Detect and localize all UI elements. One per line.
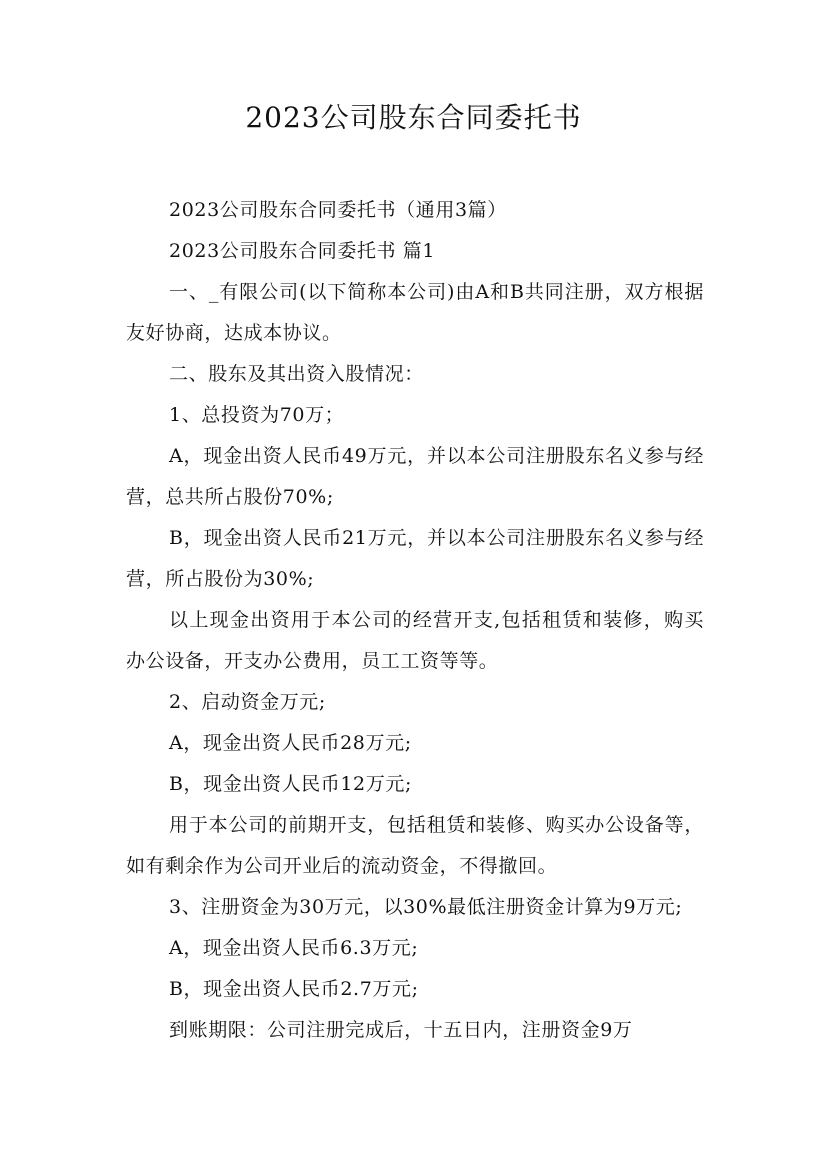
paragraph-subtitle: 2023公司股东合同委托书（通用3篇） [169, 199, 507, 221]
paragraph: A，现金出资人民币49万元，并以本公司注册股东名义参与经营，总共所占股份70%; [126, 445, 704, 508]
paragraph: 用于本公司的前期开支，包括租赁和装修、购买办公设备等，如有剩余作为公司开业后的流动资金，不得撤回。 [126, 814, 704, 877]
paragraph: B，现金出资人民币21万元，并以本公司注册股东名义参与经营，所占股份为30%; [126, 527, 704, 590]
paragraph: 到账期限：公司注册完成后，十五日内，注册资金9万 [169, 1019, 633, 1041]
paragraph: A，现金出资人民币28万元; [169, 732, 412, 754]
paragraph: 2、启动资金万元; [169, 691, 326, 713]
paragraph-section-heading: 2023公司股东合同委托书 篇1 [169, 240, 436, 262]
paragraph: 1、总投资为70万； [169, 404, 345, 426]
document-body [126, 190, 704, 1051]
paragraph: 3、注册资金为30万元，以30%最低注册资金计算为9万元; [169, 896, 683, 918]
paragraph: 以上现金出资用于本公司的经营开支,包括租赁和装修，购买办公设备，开支办公费用，员工工资等等。 [126, 609, 704, 672]
paragraph: B，现金出资人民币2.7万元; [169, 978, 419, 1000]
paragraph: 二、股东及其出资入股情况： [169, 363, 424, 385]
paragraph: 一、_有限公司(以下简称本公司)由A和B共同注册，双方根据友好协商，达成本协议。 [126, 281, 704, 344]
paragraph: A，现金出资人民币6.3万元; [169, 937, 419, 959]
paragraph: B，现金出资人民币12万元; [169, 773, 412, 795]
document-title: 2023公司股东合同委托书 [245, 101, 582, 134]
